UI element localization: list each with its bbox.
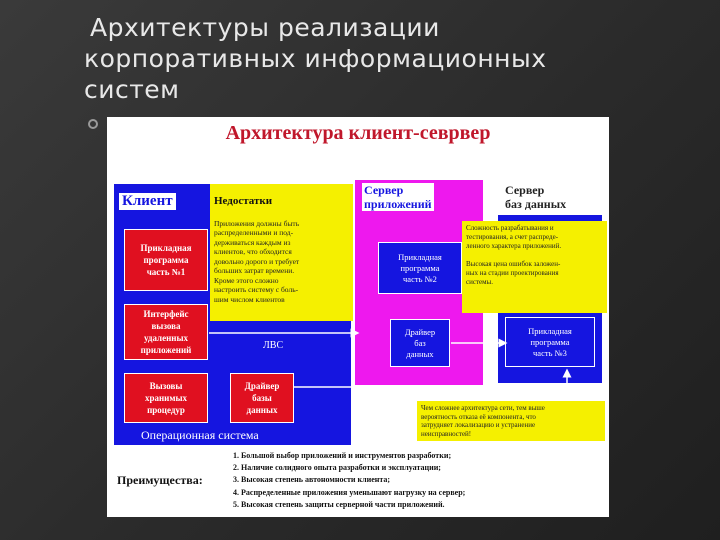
app-server-db-driver-box: Драйвер баз данных <box>390 319 450 367</box>
stored-procedures-box: Вызовы хранимых процедур <box>124 373 208 423</box>
app-server-program-box: Прикладная программа часть №2 <box>378 242 462 294</box>
client-label: Клиент <box>119 193 176 210</box>
advantages-list <box>233 450 465 511</box>
slide-title-line-3: систем <box>84 75 180 104</box>
db-server-program-box: Прикладная программа часть №3 <box>505 317 595 367</box>
reliability-note: Чем сложнее архитектура сети, тем выше вероятность отказа её компонента, что затрудняет локализацию и устранение неисправностей! <box>417 401 605 441</box>
slide-title-line-2: корпоративных информационных <box>84 44 547 73</box>
advantage-item: 3. Высокая степень автономности клиента; <box>233 475 391 485</box>
remote-calls-interface-box: Интерфейс вызова удаленных приложений <box>124 304 208 360</box>
advantage-item: 2. Наличие солидного опыта разработки и эксплуатации; <box>233 463 441 473</box>
advantages-label: Преимущества: <box>117 473 203 487</box>
slide-title <box>84 12 644 105</box>
bullet-circle-icon <box>88 119 98 129</box>
os-label: Операционная система <box>141 428 259 442</box>
slide-title-line-1: Архитектуры реализации <box>90 13 440 42</box>
advantage-item: 4. Распределенные приложения уменьшают нагрузку на сервер; <box>233 487 466 497</box>
client-db-driver-box: Драйвер базы данных <box>230 373 294 423</box>
lan-label: ЛВС <box>263 340 284 351</box>
client-app-program-box: Прикладная программа часть №1 <box>124 229 208 291</box>
app-server-label: Сервер приложений <box>364 183 432 211</box>
drawbacks-heading: Недостатки <box>214 194 273 207</box>
advantage-item: 1. Большой выбор приложений и инструментов разработки; <box>233 451 452 460</box>
complexity-note: Сложность разрабатывания и тестирования, а счет распреде- ленного характера приложений. Высокая цена ошибок заложен- ных на стадии проектирования системы. <box>462 221 607 313</box>
drawbacks-text: Приложения должны быть распределенными и под- держиваться каждым из клиентов, что обходится довольно дорого и требует больших затрат времени. Кроме этого сложно настроить систему с боль- шим числом клиентов <box>214 218 300 304</box>
diagram-title: Архитектура клиент-севрвер <box>225 122 491 144</box>
architecture-diagram <box>107 117 609 517</box>
advantage-item: 5. Высокая степень защиты серверной части приложений. <box>233 499 445 509</box>
db-server-label: Сервер баз данных <box>505 183 567 211</box>
link-client-driver-to-db-server <box>294 373 567 387</box>
